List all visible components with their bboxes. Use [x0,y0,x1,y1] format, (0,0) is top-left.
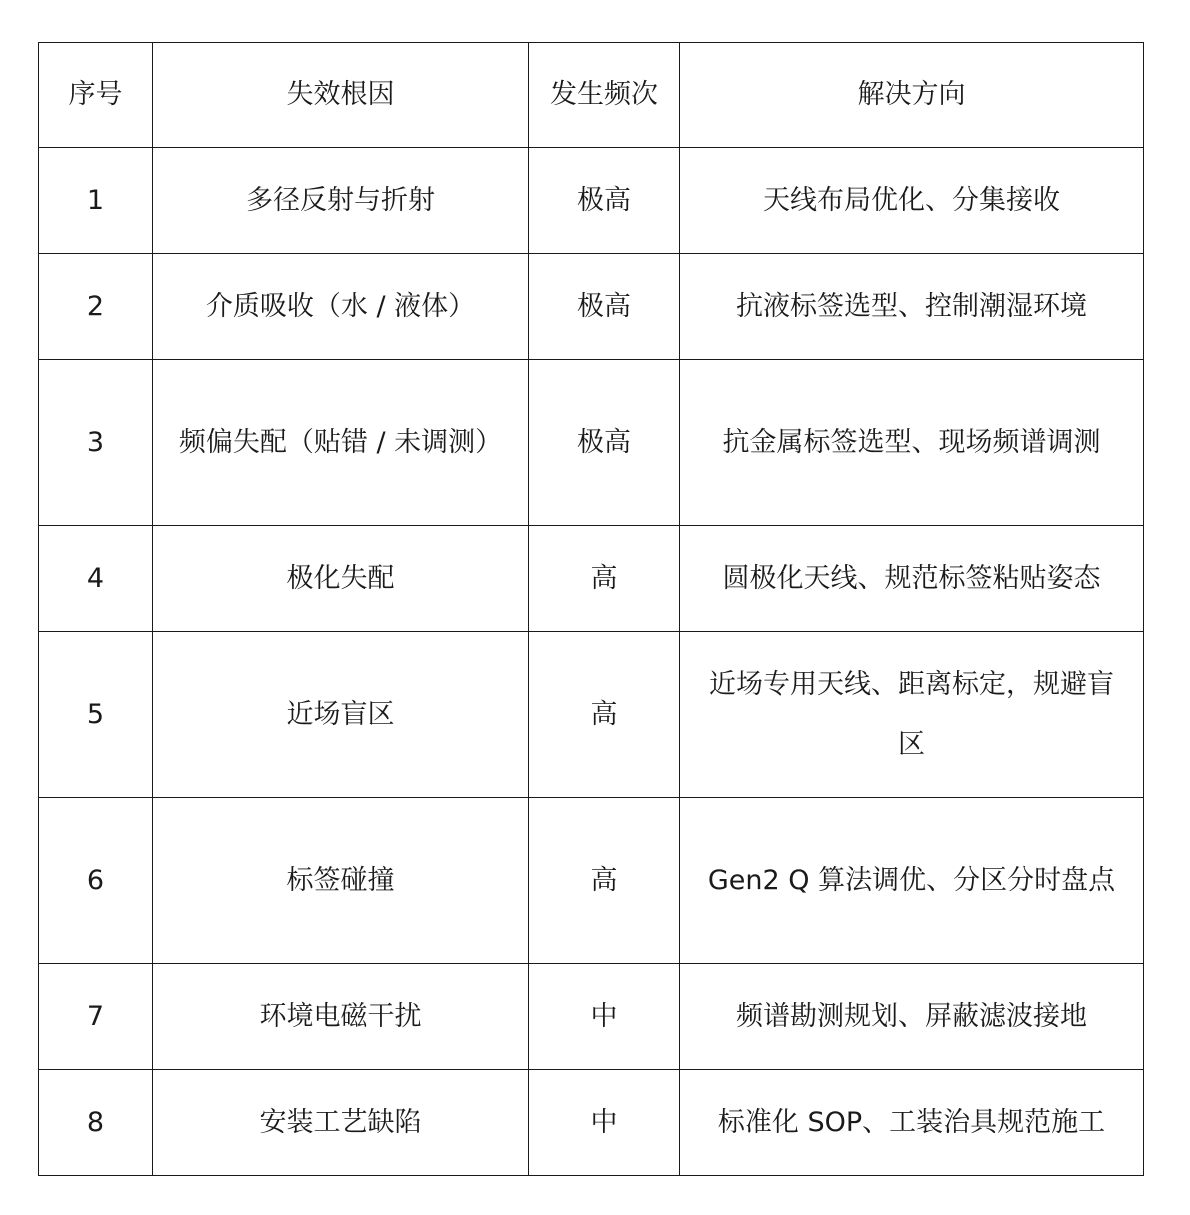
cell-frequency: 极高 [529,360,680,526]
cell-no: 7 [39,964,153,1070]
table-row [39,964,1144,1070]
cell-solution: 近场专用天线、距离标定，规避盲区 [680,632,1144,798]
header-frequency: 发生频次 [529,43,680,148]
cell-no: 6 [39,798,153,964]
header-solution: 解决方向 [680,43,1144,148]
cell-frequency: 中 [529,964,680,1070]
cell-no: 3 [39,360,153,526]
cell-cause: 频偏失配（贴错 / 未调测） [153,360,529,526]
cell-solution: Gen2 Q 算法调优、分区分时盘点 [680,798,1144,964]
cell-solution: 天线布局优化、分集接收 [680,148,1144,254]
cell-solution: 圆极化天线、规范标签粘贴姿态 [680,526,1144,632]
cell-cause: 介质吸收（水 / 液体） [153,254,529,360]
table-row [39,254,1144,360]
cell-no: 1 [39,148,153,254]
cell-no: 4 [39,526,153,632]
cell-cause: 安装工艺缺陷 [153,1070,529,1176]
cell-cause: 标签碰撞 [153,798,529,964]
cell-cause: 多径反射与折射 [153,148,529,254]
cell-frequency: 高 [529,526,680,632]
cell-cause: 近场盲区 [153,632,529,798]
cell-no: 8 [39,1070,153,1176]
cell-no: 5 [39,632,153,798]
cell-cause: 环境电磁干扰 [153,964,529,1070]
cell-frequency: 中 [529,1070,680,1176]
cell-solution: 抗金属标签选型、现场频谱调测 [680,360,1144,526]
header-cause: 失效根因 [153,43,529,148]
cell-frequency: 高 [529,798,680,964]
cell-cause: 极化失配 [153,526,529,632]
cell-frequency: 极高 [529,254,680,360]
table-header-row [39,43,1144,148]
table-row [39,632,1144,798]
failure-root-cause-table [38,42,1144,1176]
table-row [39,148,1144,254]
cell-frequency: 极高 [529,148,680,254]
table-row [39,526,1144,632]
cell-solution: 抗液标签选型、控制潮湿环境 [680,254,1144,360]
header-no: 序号 [39,43,153,148]
table-row [39,1070,1144,1176]
table-row [39,798,1144,964]
cell-solution: 频谱勘测规划、屏蔽滤波接地 [680,964,1144,1070]
cell-frequency: 高 [529,632,680,798]
cell-no: 2 [39,254,153,360]
cell-solution: 标准化 SOP、工装治具规范施工 [680,1070,1144,1176]
table-row [39,360,1144,526]
